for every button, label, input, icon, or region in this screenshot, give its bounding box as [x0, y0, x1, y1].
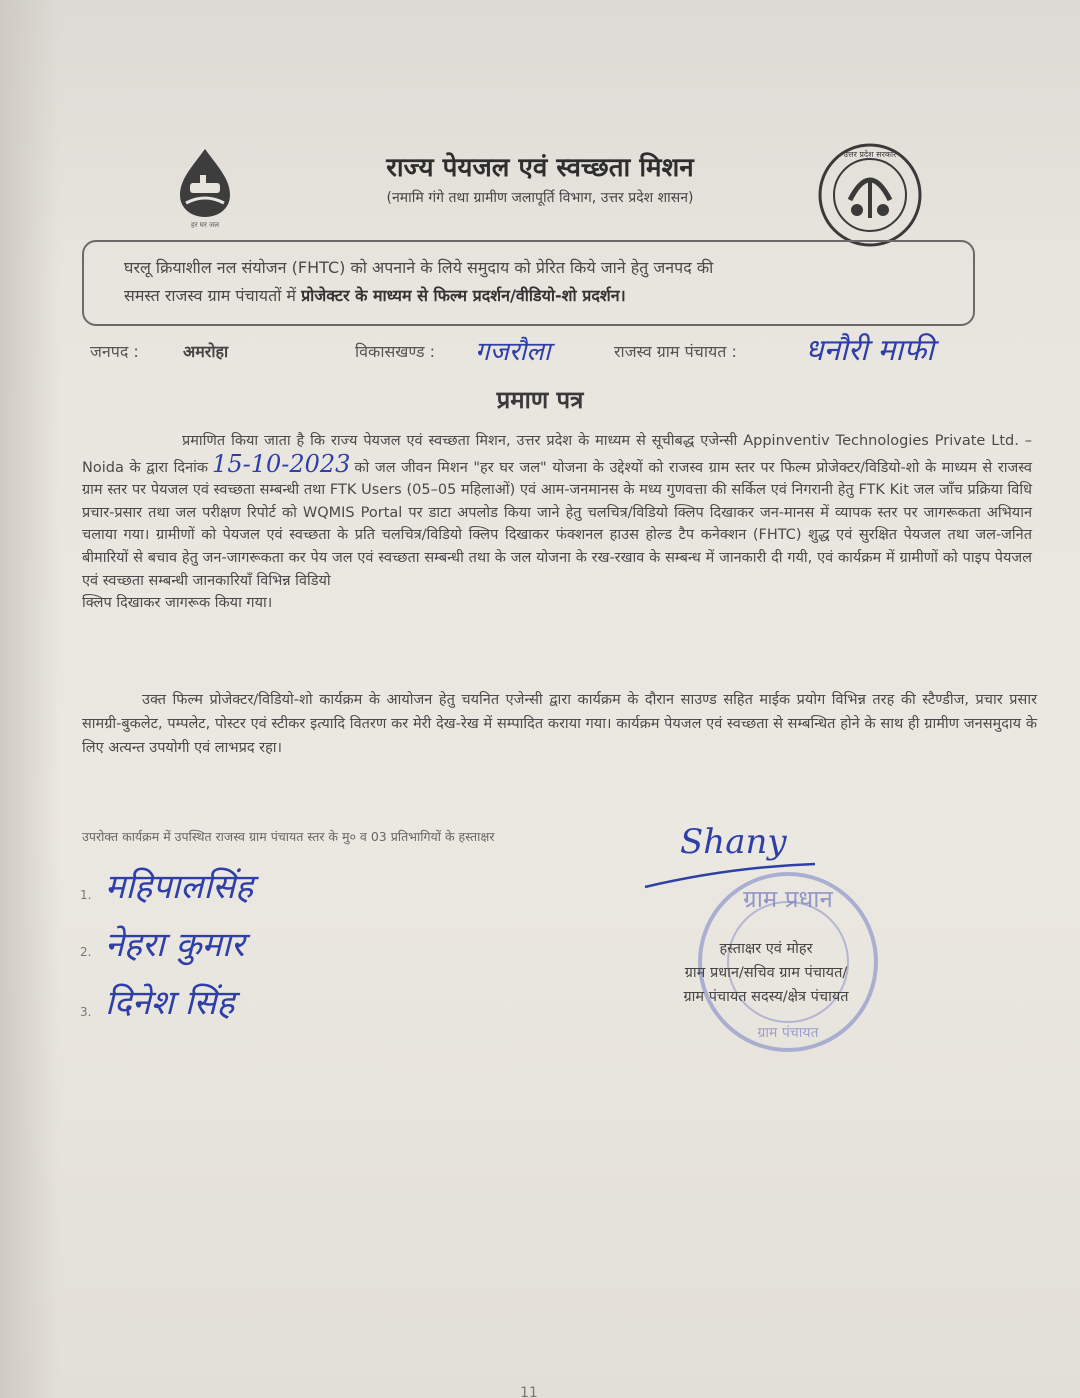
participant-number-1: 1. — [80, 888, 92, 902]
signatory-line-1: हस्ताक्षर एवं मोहर — [719, 941, 813, 957]
organization-subtitle: (नमामि गंगे तथा ग्रामीण जलापूर्ति विभाग, उत्तर प्रदेश शासन) — [386, 190, 694, 206]
har-ghar-jal-logo-icon — [160, 145, 250, 235]
pradhan-signature: Shany — [680, 822, 787, 862]
participants-note: उपरोक्त कार्यक्रम में उपस्थित राजस्व ग्राम पंचायत स्तर के मु० व 03 प्रतिभागियों के हस्ताक्षर — [82, 829, 495, 844]
body-text-start: प्रमाणित किया जाता है कि राज्य पेयजल एवं स्वच्छता मिशन, उत्तर प्रदेश के माध्यम से सूचीबद्ध एजेन्सी Appinventiv Technologies Private Ltd. – Noida के द्वारा दिनांक — [82, 433, 1032, 476]
participant-number-3: 3. — [80, 1005, 92, 1019]
subject-line-2 — [124, 282, 949, 310]
certificate-body-2 — [82, 688, 1037, 760]
logo-caption: हर घर जल — [191, 221, 219, 229]
body-text-end: क्लिप दिखाकर जागरूक किया गया। — [82, 595, 273, 612]
certificate-title: प्रमाण पत्र — [496, 386, 584, 414]
body-text-rest: को जल जीवन मिशन "हर घर जल" योजना के उद्देश्यों को राजस्व ग्राम स्तर पर फिल्म प्रोजेक्टर/विडियो-शो के माध्यम से राजस्व ग्राम स्तर पर पेयजल एवं स्वच्छता सम्बन्धी तथा FTK Users (05–05 महिलाओं) एवं आम-जनमानस के मध्य गुणवत्ता की सर्किल एवं निगरानी हेतु FTK Kit जल जाँच प्रक्रिया विधि प्रचार-प्रसार तथा जल परीक्षण रिपोर्ट को WQMIS Portal पर डाटा अपलोड किया जाने हेतु चलचित्र/विडियो क्लिप दिखाकर जन-मानस में व्यापक स्तर पर जागरूकता अभियान चलाया गया। ग्रामीणों को पेयजल एवं स्वच्छता के प्रति चलचित्र/विडियो क्लिप दिखाकर फंक्शनल हाउस होल्ड टैप कनेक्शन (FHTC) शुद्ध एवं सुरक्षित पेयजल तथा जल-जनित बीमारियों से बचाव हेतु जन-जागरूकता कर पेय जल एवं स्वच्छता सम्बन्धी तथा के जल योजना के रख-रखाव के सम्बन्ध में जानकारी दी गयी, एवं कार्यक्रम में ग्रामीणों को पाइप पेयजल एवं स्वच्छता सम्बन्धी जानकारियाँ विभिन्न विडियो — [82, 459, 1032, 589]
subject-line-2-bold: प्रोजेक्टर के माध्यम से फिल्म प्रदर्शन/वीडियो-शो प्रदर्शन। — [301, 286, 626, 305]
organization-title: राज्य पेयजल एवं स्वच्छता मिशन — [386, 153, 694, 183]
block-value: गजरौला — [475, 337, 551, 367]
subject-line-2-plain: समस्त राजस्व ग्राम पंचायतों में — [124, 286, 302, 305]
district-value: अमरोहा — [183, 342, 229, 361]
stamp-bottom-text: ग्राम पंचायत — [757, 1025, 819, 1041]
subject-box — [82, 240, 975, 326]
event-date: 15-10-2023 — [212, 449, 351, 478]
certificate-body — [82, 430, 1032, 615]
participant-number-2: 2. — [80, 945, 92, 959]
district-label: जनपद : — [90, 342, 139, 361]
signatory-line-2: ग्राम प्रधान/सचिव ग्राम पंचायत/ — [684, 965, 848, 981]
block-label: विकासखण्ड : — [355, 342, 436, 361]
page-number: 11 — [520, 1385, 538, 1398]
panchayat-value: धनौरी माफी — [805, 333, 935, 368]
stamp-text: ग्राम प्रधान — [743, 885, 833, 913]
participant-signature-1: महिपालसिंह — [105, 867, 254, 907]
paper-shadow — [0, 0, 60, 1398]
panchayat-label: राजस्व ग्राम पंचायत : — [614, 342, 737, 361]
up-government-emblem-icon — [815, 140, 925, 250]
subject-line-1: घरलू क्रियाशील नल संयोजन (FHTC) को अपनाने के लिये समुदाय को प्रेरित किये जाने हेतु जनपद की — [124, 258, 714, 277]
emblem-caption: उत्तर प्रदेश सरकार — [843, 150, 897, 159]
participant-signature-2: नेहरा कुमार — [105, 925, 245, 965]
location-row — [0, 333, 1080, 380]
signatory-line-3: ग्राम पंचायत सदस्य/क्षेत्र पंचायत — [683, 989, 849, 1005]
participant-signature-3: दिनेश सिंह — [105, 983, 235, 1023]
body-paragraph-2: उक्त फिल्म प्रोजेक्टर/विडियो-शो कार्यक्रम के आयोजन हेतु चयनित एजेन्सी द्वारा कार्यक्रम के दौरान साउण्ड सहित माईक प्रयोग विभिन्न तरह की स्टैण्डीज, प्रचार प्रसार सामग्री-बुकलेट, पम्पलेट, पोस्टर एवं स्टीकर इत्यादि वितरण कर मेरी देख-रेख में सम्पादित कराया गया। कार्यक्रम पेयजल एवं स्वच्छता से सम्बन्धित होने के साथ ही ग्रामीण जनसमुदाय के लिए अत्यन्त उपयोगी एवं लाभप्रद रहा। — [82, 692, 1037, 756]
